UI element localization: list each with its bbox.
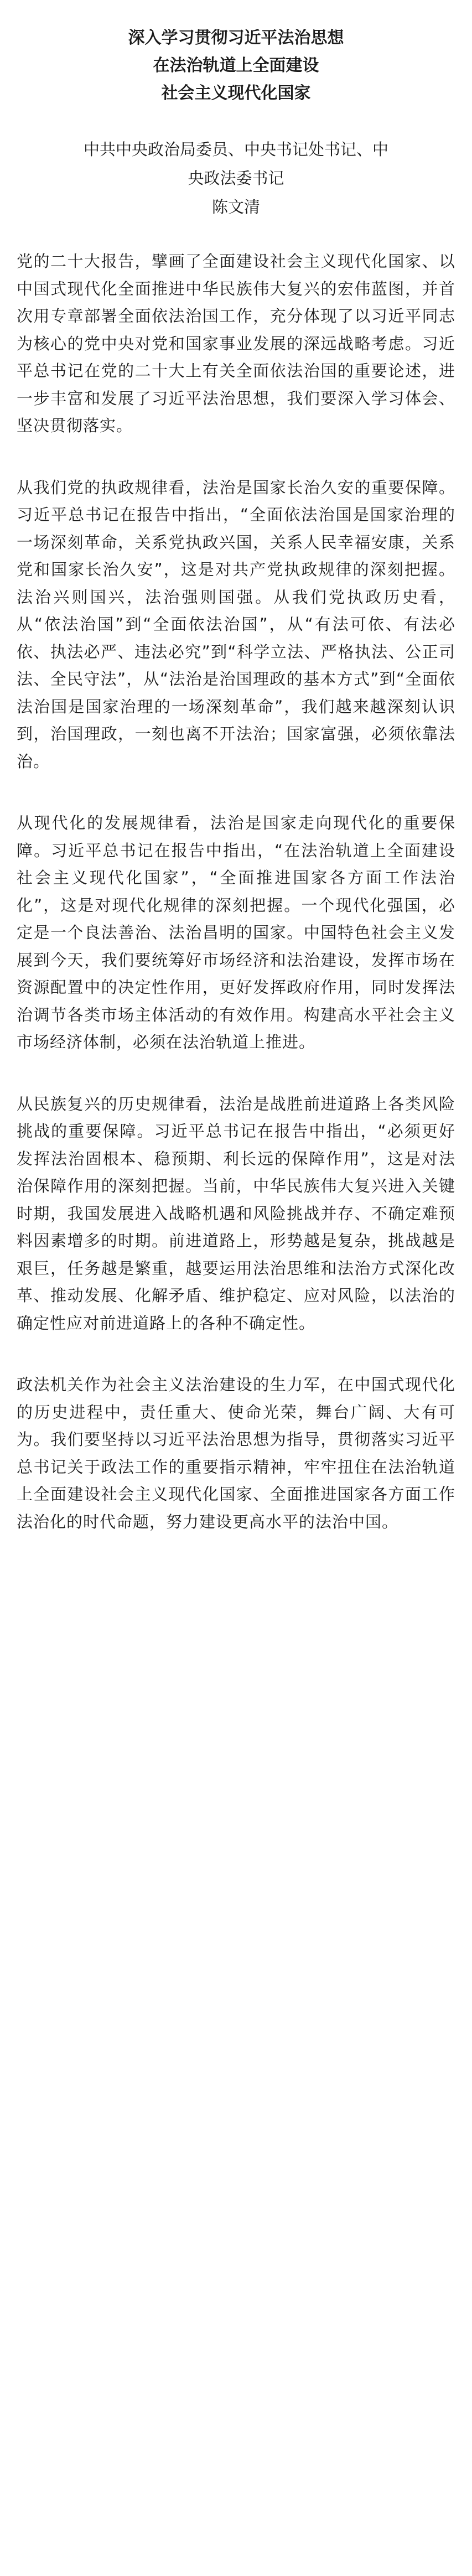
title-line-2: 在法治轨道上全面建设 (153, 56, 319, 75)
paragraph-5: 政法机关作为社会主义法治建设的生力军，在中国式现代化的历史进程中，责任重大、使命光荣，舞台广阔、大有可为。我们要坚持以习近平法治思想为指导，贯彻落实习近平总书记关于政法工作的重要指示精神，牢牢扭住在法治轨道上全面建设社会主义现代化国家、全面推进国家各方面工作法治化的时代命题，努力建设更高水平的法治中国。 (17, 1375, 455, 1531)
author-byline (17, 135, 455, 221)
title-line-3: 社会主义现代化国家 (161, 84, 311, 103)
article-title (17, 24, 455, 107)
paragraph-1: 党的二十大报告，擘画了全面建设社会主义现代化国家、以中国式现代化全面推进中华民族伟大复兴的宏伟蓝图，并首次用专章部署全面依法治国工作，充分体现了以习近平同志为核心的党中央对党和国家事业发展的深远战略考虑。习近平总书记在党的二十大上有关全面依法治国的重要论述，进一步丰富和发展了习近平法治思想，我们要深入学习体会、坚决贯彻落实。 (17, 252, 455, 435)
author-name: 陈文清 (211, 198, 260, 216)
paragraph-4: 从民族复兴的历史规律看，法治是战胜前进道路上各类风险挑战的重要保障。习近平总书记在报告中指出，“必须更好发挥法治固根本、稳预期、利长远的保障作用”，这是对法治保障作用的深刻把握。当前，中华民族伟大复兴进入关键时期，我国发展进入战略机遇和风险挑战并存、不确定难预料因素增多的时期。前进道路上，形势越是复杂，挑战越是艰巨，任务越是繁重，越要运用法治思维和法治方式深化改革、推动发展、化解矛盾、维护稳定、应对风险，以法治的确定性应对前进道路上的各种不确定性。 (17, 1094, 455, 1333)
author-position-line-1: 中共中央政治局委员、中央书记处书记、中 (83, 140, 388, 159)
paragraph-2: 从我们党的执政规律看，法治是国家长治久安的重要保障。习近平总书记在报告中指出，“全面依法治国是国家治理的一场深刻革命，关系党执政兴国，关系人民幸福安康，关系党和国家长治久安”，这是对共产党执政规律的深刻把握。法治兴则国兴，法治强则国强。从我们党执政历史看，从“依法治国”到“全面依法治国”，从“有法可依、有法必依、执法必严、违法必究”到“科学立法、严格执法、公正司法、全民守法”，从“法治是治国理政的基本方式”到“全面依法治国是国家治理的一场深刻革命”，我们越来越深刻认识到，治国理政，一刻也离不开法治；国家富强，必须依靠法治。 (17, 478, 455, 771)
author-position-line-2: 央政法委书记 (188, 169, 284, 188)
paragraph-3: 从现代化的发展规律看，法治是国家走向现代化的重要保障。习近平总书记在报告中指出，“在法治轨道上全面建设社会主义现代化国家”，“全面推进国家各方面工作法治化”，这是对现代化规律的深刻把握。一个现代化强国，必定是一个良法善治、法治昌明的国家。中国特色社会主义发展到今天，我们要统筹好市场经济和法治建设，发挥市场在资源配置中的决定性作用，更好发挥政府作用，同时发挥法治调节各类市场主体活动的有效作用。构建高水平社会主义市场经济体制，必须在法治轨道上推进。 (17, 813, 455, 1051)
title-line-1: 深入学习贯彻习近平法治思想 (128, 28, 344, 48)
